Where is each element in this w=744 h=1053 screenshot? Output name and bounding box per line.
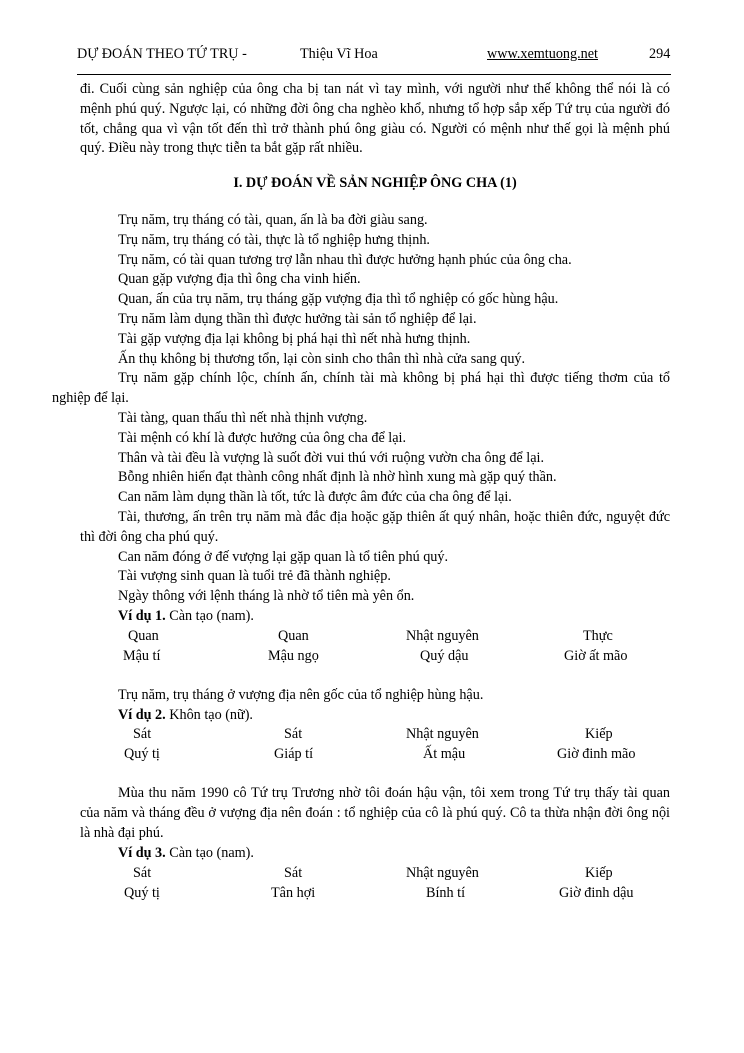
pillar-value: Quý dậu — [420, 647, 469, 664]
pillar-label: Quan — [278, 627, 309, 644]
text-line: Trụ năm làm dụng thần thì được hưởng tài sản tổ nghiệp để lại. — [118, 310, 477, 327]
text-line: Trụ năm, trụ tháng ở vượng địa nên gốc của tổ nghiệp hùng hậu. — [118, 686, 484, 703]
pillar-value: Giờ đinh dậu — [559, 884, 634, 901]
example-3-row — [80, 884, 670, 904]
text-paragraph: Trụ năm gặp chính lộc, chính ấn, chính tài mà không bị phá hại thì được tiếng thơm của tổ nghiệp để lại. — [52, 370, 670, 407]
pillar-value: Giờ đinh mão — [557, 746, 636, 763]
pillar-label: Kiếp — [585, 726, 613, 743]
pillar-label: Nhật nguyên — [406, 627, 479, 644]
header-url-link[interactable]: www.xemtuong.net — [487, 46, 598, 62]
text-line: Quan gặp vượng địa thì ông cha vinh hiển. — [118, 271, 361, 288]
text-line: Tài mệnh có khí là được hưởng của ông cha để lại. — [118, 429, 407, 446]
pillar-value: Giờ ất mão — [564, 647, 628, 664]
text-line: Trụ năm, trụ tháng có tài, quan, ấn là ba đời giàu sang. — [118, 211, 428, 228]
text-paragraph: Tài, thương, ấn trên trụ năm mà đắc địa hoặc gặp thiên ất quý nhân, hoặc thiên đức, nguyệt đức thì đời ông cha phú quý. — [80, 508, 670, 545]
example-3-title — [80, 844, 670, 864]
pillar-label: Nhật nguyên — [406, 726, 479, 743]
example-1-title — [80, 607, 670, 627]
text-line: Thân và tài đều là vượng là suốt đời vui thú với ruộng vườn cha ông để lại. — [118, 449, 545, 466]
example-1-row — [80, 647, 670, 667]
example-desc: Khôn tạo (nữ). — [165, 706, 253, 723]
pillar-label: Kiếp — [585, 864, 613, 881]
pillar-value: Tân hợi — [271, 884, 316, 901]
header-author: Thiệu Vĩ Hoa — [300, 46, 378, 62]
header-divider — [77, 74, 671, 75]
pillar-value: Bính tí — [426, 884, 466, 901]
pillar-label: Sát — [133, 726, 152, 743]
text-line: Trụ năm, trụ tháng có tài, thực là tổ nghiệp hưng thịnh. — [118, 231, 430, 248]
pillar-value: Mậu ngọ — [268, 647, 319, 664]
example-desc: Càn tạo (nam). — [165, 844, 254, 861]
example-3-row — [80, 864, 670, 884]
text-line: Ấn thụ không bị thương tổn, lại còn sinh cho thân thì nhà cửa sang quý. — [118, 350, 526, 367]
pillar-label: Sát — [284, 864, 303, 881]
pillar-label: Sát — [133, 864, 152, 881]
text-line: Tài vượng sinh quan là tuổi trẻ đã thành nghiệp. — [118, 568, 391, 585]
pillar-label: Sát — [284, 726, 303, 743]
example-label: Ví dụ 2. — [118, 706, 166, 723]
example-1-row — [80, 627, 670, 647]
example-label: Ví dụ 1. — [118, 607, 166, 624]
text-paragraph: Mùa thu năm 1990 cô Tứ trụ Trương nhờ tôi đoán hậu vận, tôi xem trong Tứ trụ thấy tài quan của năm và tháng đều ở vượng địa nên đoán : tổ nghiệp của cô là phú quý. Cô ta thừa nhận đời ông nội là nhà đại phú. — [80, 785, 670, 841]
pillar-value: Quý tị — [124, 746, 160, 763]
page-body — [52, 80, 670, 904]
text-line: Ngày thông với lệnh tháng là nhờ tổ tiên mà yên ổn. — [118, 588, 415, 605]
example-2-row — [80, 745, 670, 765]
pillar-label: Thực — [583, 627, 613, 644]
example-2-row — [80, 725, 670, 745]
example-2-title — [80, 706, 670, 726]
text-line: Bỗng nhiên hiển đạt thành công nhất định là nhờ hình xung mà gặp quý thần. — [118, 469, 557, 486]
text-line: Trụ năm, có tài quan tương trợ lẫn nhau thì được hưởng hạnh phúc của ông cha. — [118, 251, 572, 268]
pillar-value: Quý tị — [124, 884, 160, 901]
text-line: Tài tàng, quan thấu thì nết nhà thịnh vượng. — [118, 409, 368, 426]
page-number: 294 — [649, 46, 671, 62]
intro-paragraph: đi. Cuối cùng sản nghiệp của ông cha bị tan nát vì tay mình, với người như thế không thể nói là có mệnh phú quý. Ngược lại, có những đời ông cha nghèo khổ, nhưng tổ hợp sắp xếp Tứ trụ của người đó tốt, chẳng qua vì vận tốt đến thì trở thành phú ông giàu có. Người có mệnh như thế gọi là mệnh phú quý. Điều này trong thực tiễn ta bắt gặp rất nhiều. — [80, 81, 670, 157]
pillar-value: Giáp tí — [274, 746, 314, 763]
page-header — [77, 46, 670, 70]
example-label: Ví dụ 3. — [118, 844, 166, 861]
text-line: Quan, ấn của trụ năm, trụ tháng gặp vượng địa thì tổ nghiệp có gốc hùng hậu. — [118, 291, 559, 308]
section-heading: I. DỰ ĐOÁN VỀ SẢN NGHIỆP ÔNG CHA (1) — [233, 175, 517, 192]
text-line: Can năm đóng ở đế vượng lại gặp quan là tổ tiên phú quý. — [118, 548, 449, 565]
pillar-label: Quan — [128, 627, 159, 644]
pillar-value: Ất mậu — [423, 746, 466, 763]
example-desc: Càn tạo (nam). — [165, 607, 254, 624]
text-line: Tài gặp vượng địa lại không bị phá hại thì nết nhà hưng thịnh. — [118, 330, 471, 347]
text-line: Can năm làm dụng thần là tốt, tức là được âm đức của cha ông để lại. — [118, 489, 512, 506]
pillar-label: Nhật nguyên — [406, 864, 479, 881]
pillar-value: Mậu tí — [123, 647, 161, 664]
header-title: DỰ ĐOÁN THEO TỨ TRỤ - — [77, 46, 247, 62]
